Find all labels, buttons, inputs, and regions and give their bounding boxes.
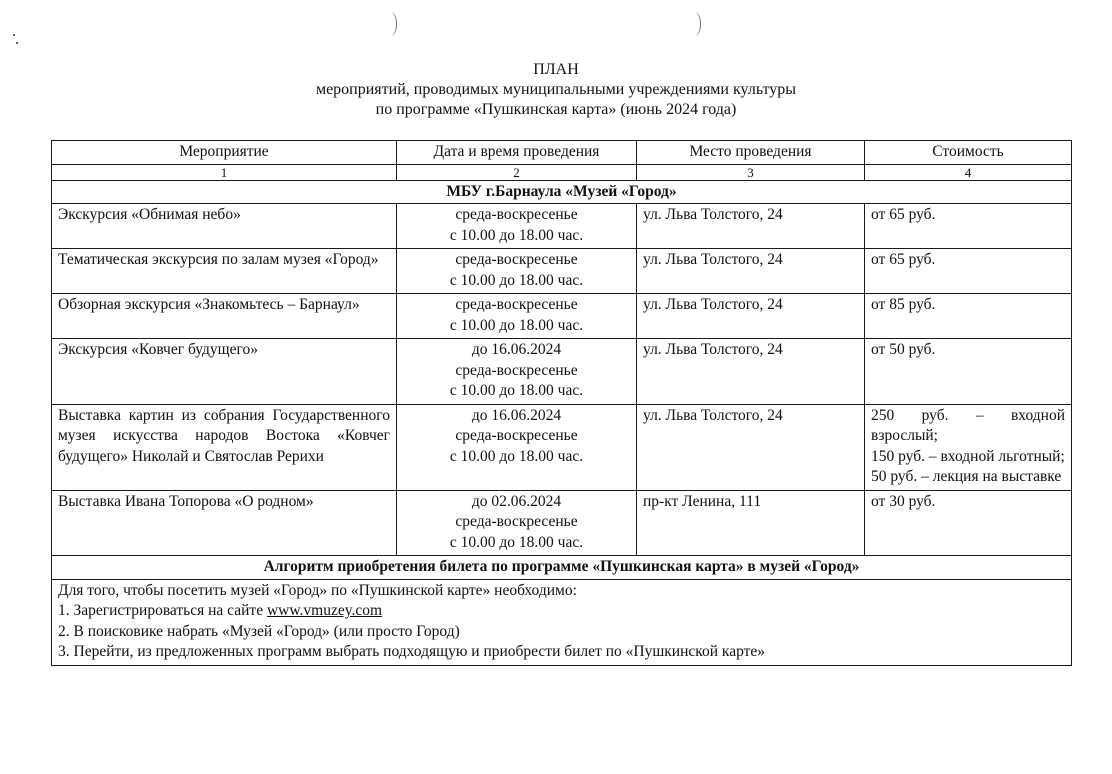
event-name: Экскурсия «Ковчег будущего»: [52, 339, 397, 405]
date-line: до 02.06.2024: [471, 492, 562, 510]
column-header-event: Мероприятие: [52, 141, 397, 165]
algorithm-steps: [52, 579, 1072, 665]
event-price: от 65 руб.: [865, 249, 1072, 294]
date-line: среда-воскресенье: [455, 296, 578, 313]
table-row: [52, 249, 1072, 294]
column-number-row: [52, 164, 1072, 180]
event-place: ул. Льва Толстого, 24: [637, 294, 865, 339]
website-link[interactable]: www.vmuzey.com: [266, 602, 383, 619]
event-date: [397, 204, 637, 249]
event-place: ул. Льва Толстого, 24: [637, 204, 865, 249]
event-price: [865, 404, 1072, 490]
event-price: от 50 руб.: [865, 339, 1072, 405]
price-line-reduced: 150 руб. – входной льготный;: [871, 447, 1065, 465]
algorithm-step-1-text: 1. Зарегистрироваться на сайте: [58, 602, 267, 619]
page-hole-mark-left: [384, 12, 397, 36]
time-line: с 10.00 до 18.00 час.: [449, 226, 584, 244]
section-row: [52, 180, 1072, 204]
table-row: [52, 404, 1072, 490]
column-header-date: Дата и время проведения: [397, 141, 637, 165]
event-place: ул. Льва Толстого, 24: [637, 339, 865, 405]
date-line: до 16.06.2024: [471, 341, 562, 358]
date-line: среда-воскресенье: [455, 206, 578, 223]
event-price: от 30 руб.: [865, 490, 1072, 556]
document-subtitle-line2: по программе «Пушкинская карта» (июнь 2024 года): [375, 101, 737, 118]
document-subtitle-line1: мероприятий, проводимых муниципальными учреждениями культуры: [315, 81, 797, 98]
column-header-price: Стоимость: [865, 141, 1072, 165]
scan-speck: [16, 42, 18, 44]
event-place: ул. Льва Толстого, 24: [637, 404, 865, 490]
event-name: Тематическая экскурсия по залам музея «Город»: [52, 249, 397, 294]
event-date: [397, 294, 637, 339]
event-name: Выставка Ивана Топорова «О родном»: [52, 490, 397, 556]
algorithm-title: Алгоритм приобретения билета по программе «Пушкинская карта» в музей «Город»: [52, 556, 1072, 580]
algorithm-step-3: 3. Перейти, из предложенных программ выбрать подходящую и приобрести билет по «Пушкинской карте»: [58, 643, 766, 660]
section-title: МБУ г.Барнаула «Музей «Город»: [52, 180, 1072, 204]
time-line: с 10.00 до 18.00 час.: [449, 447, 584, 465]
time-line: с 10.00 до 18.00 час.: [449, 533, 584, 551]
price-line-lecture: 50 руб. – лекция на выставке: [871, 468, 1062, 485]
event-price: от 85 руб.: [865, 294, 1072, 339]
column-header-place: Место проведения: [637, 141, 865, 165]
time-line: с 10.00 до 18.00 час.: [449, 271, 584, 289]
event-place: ул. Льва Толстого, 24: [637, 249, 865, 294]
event-name: Выставка картин из собрания Государственного музея искусства народов Востока «Ковчег будущего» Николай и Святослав Рерихи: [52, 404, 397, 490]
days-line: среда-воскресенье: [455, 513, 578, 530]
column-number: 4: [865, 164, 1072, 180]
column-number: 3: [637, 164, 865, 180]
table-row: [52, 339, 1072, 405]
date-line: до 16.06.2024: [471, 406, 562, 424]
event-date: [397, 249, 637, 294]
algorithm-title-row: [52, 556, 1072, 580]
table-row: [52, 204, 1072, 249]
event-price: от 65 руб.: [865, 204, 1072, 249]
days-line: среда-воскресенье: [455, 427, 578, 444]
algorithm-row: [52, 579, 1072, 665]
document-title: ПЛАН: [533, 61, 579, 78]
date-line: среда-воскресенье: [455, 251, 578, 268]
events-table: [51, 140, 1072, 666]
event-name: Обзорная экскурсия «Знакомьтесь – Барнаул»: [52, 294, 397, 339]
days-line: среда-воскресенье: [455, 361, 578, 379]
algorithm-step-2: 2. В поисковике набрать «Музей «Город» (или просто Город): [58, 622, 460, 640]
algorithm-step-1: [58, 601, 1065, 622]
column-number: 2: [397, 164, 637, 180]
event-name: Экскурсия «Обнимая небо»: [52, 204, 397, 249]
price-line-adult: 250 руб. – входной взрослый;: [871, 406, 1065, 444]
time-line: с 10.00 до 18.00 час.: [449, 382, 584, 399]
event-date: [397, 490, 637, 556]
time-line: с 10.00 до 18.00 час.: [449, 316, 584, 334]
table-row: [52, 490, 1072, 556]
column-number: 1: [52, 164, 397, 180]
table-header-row: [52, 141, 1072, 165]
page-hole-mark-right: [688, 12, 701, 36]
event-place: пр-кт Ленина, 111: [637, 490, 865, 556]
event-date: [397, 339, 637, 405]
table-row: [52, 294, 1072, 339]
document-header: [0, 60, 1112, 120]
algorithm-intro: Для того, чтобы посетить музей «Город» по «Пушкинской карте» необходимо:: [58, 581, 577, 599]
event-date: [397, 404, 637, 490]
scan-speck: [13, 34, 15, 36]
